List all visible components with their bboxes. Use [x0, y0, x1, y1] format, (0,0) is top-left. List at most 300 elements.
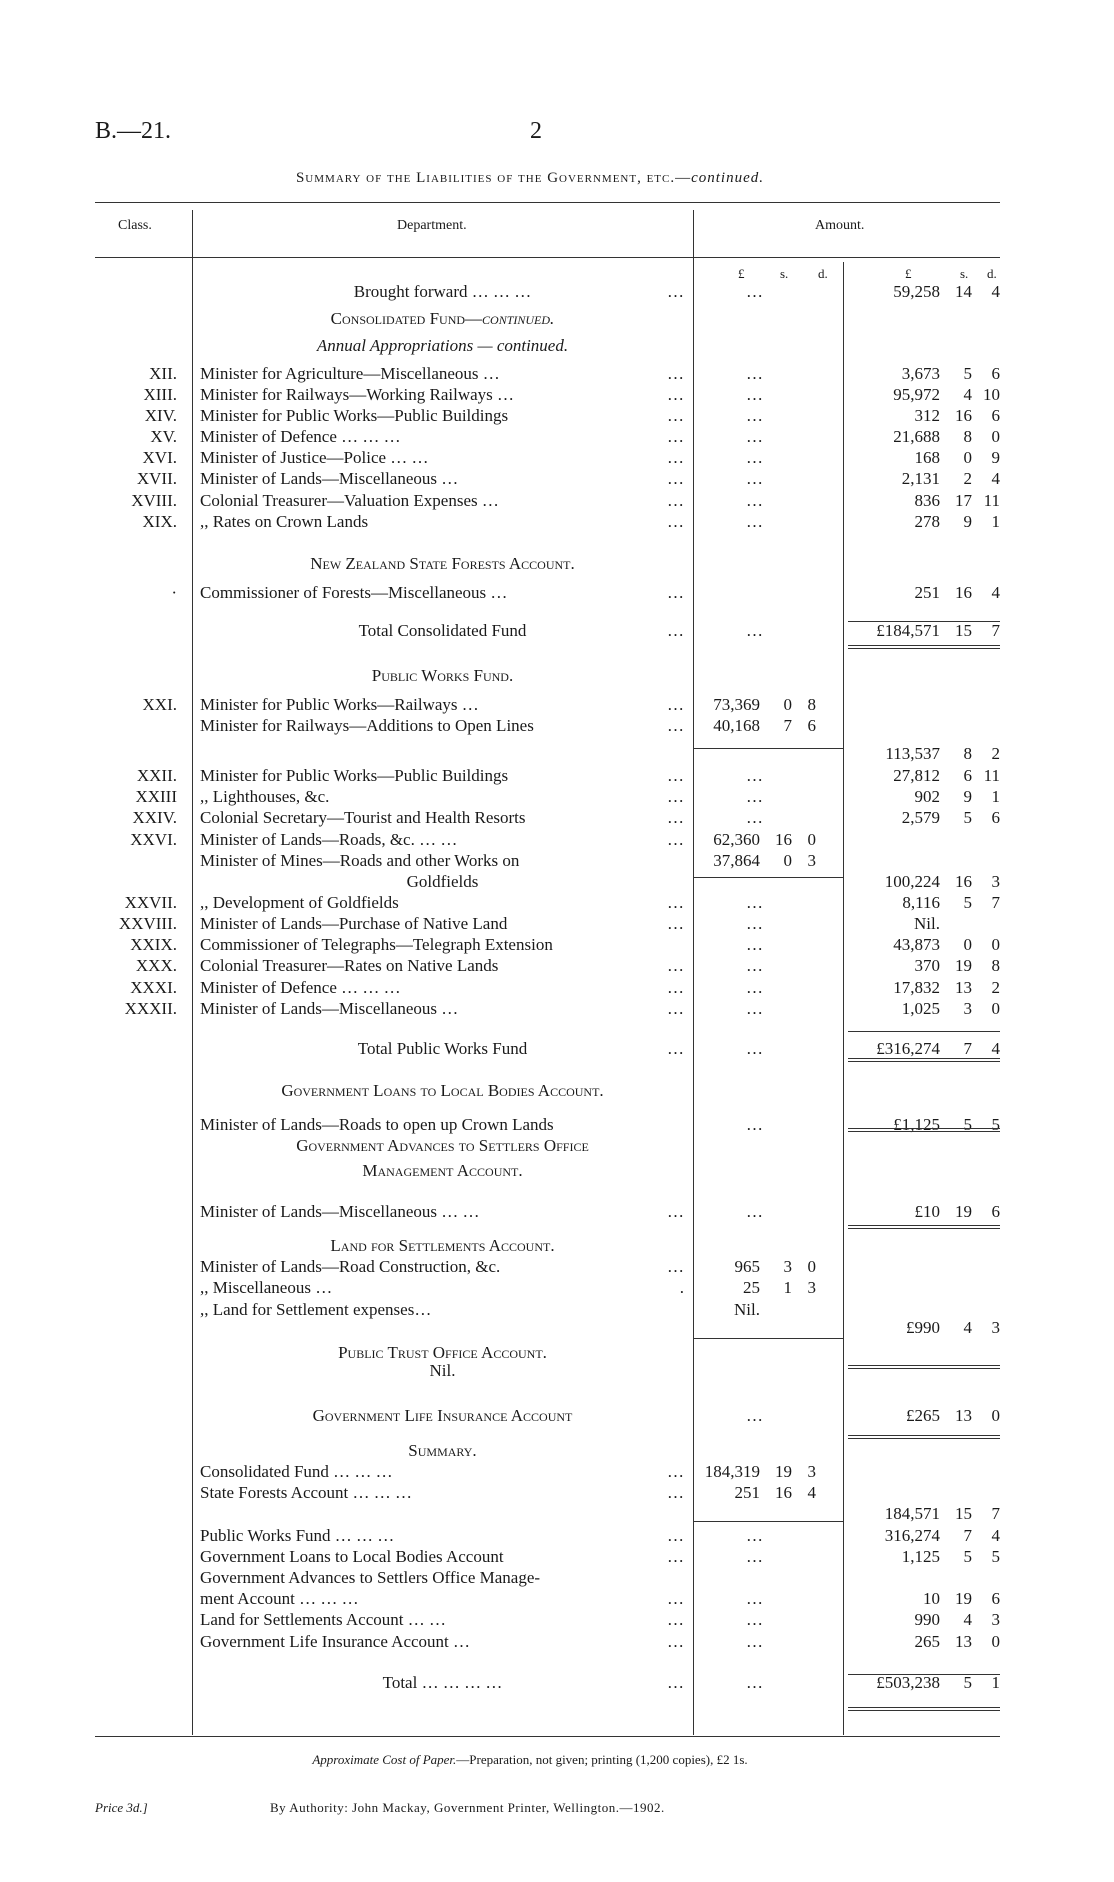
total-row [0, 1038, 1114, 1059]
amount-pounds: Nil. [914, 914, 940, 933]
sub-amount-dots: … [746, 1547, 764, 1566]
sub-amount-dots: … [746, 893, 764, 912]
sub-amount-pence: 8 [807, 695, 816, 714]
amount-shillings: 8 [963, 744, 972, 763]
amount-pounds: £265 [906, 1406, 940, 1425]
heading-text: Summary. [408, 1441, 477, 1460]
class-number: XXVI. [130, 830, 177, 849]
department-text: Minister of Lands—Miscellaneous … … [200, 1202, 480, 1221]
sub-amount-pence: 3 [807, 1278, 816, 1297]
table-bottom-rule [95, 1736, 1000, 1737]
class-number: XVI. [142, 448, 177, 467]
table-row [0, 582, 1114, 603]
class-number: XXII. [136, 766, 177, 785]
sub-amount-dots: … [746, 282, 764, 301]
department-text: Goldfields [406, 872, 479, 891]
leader-dots: … [667, 385, 685, 404]
leader-dots: … [667, 364, 685, 383]
amount-pence: 10 [983, 385, 1000, 404]
department-text: Minister of Lands—Purchase of Native Land [200, 914, 508, 933]
page-number: 2 [530, 118, 542, 144]
table-row [0, 955, 1114, 976]
leader-dots: … [667, 787, 685, 806]
class-number: XVIII. [131, 491, 177, 510]
leader-dots: … [667, 491, 685, 510]
sub-amount-pounds: 965 [734, 1257, 760, 1276]
class-number: XIV. [144, 406, 177, 425]
amount-pence: 1 [991, 787, 1000, 806]
amount-shillings: 16 [955, 583, 972, 602]
amount-shillings: 8 [963, 427, 972, 446]
sub-amount-shillings: 7 [783, 716, 792, 735]
total-row [0, 620, 1114, 641]
sub-amount-dots: … [746, 512, 764, 531]
leader-dots: … [667, 830, 685, 849]
heading-text: Government Loans to Local Bodies Account. [281, 1081, 604, 1100]
section-heading [0, 1360, 1114, 1381]
heading-text: Government Advances to Settlers Office [296, 1136, 589, 1155]
amount-pence: 1 [991, 512, 1000, 531]
amount-shillings: 15 [955, 621, 972, 640]
total-rule [848, 1228, 1000, 1229]
department-text: State Forests Account … … … [200, 1483, 413, 1502]
amount-pence: 7 [991, 621, 1000, 640]
amount-pence: 7 [991, 893, 1000, 912]
sub-amount-pence: 6 [807, 716, 816, 735]
page-title [0, 170, 1060, 187]
leader-dots: … [667, 448, 685, 467]
sub-amount-dots: … [746, 766, 764, 785]
section-heading [0, 308, 1114, 329]
sub-amount-pounds: 73,369 [713, 695, 760, 714]
table-row [0, 977, 1114, 998]
amount-pence: 6 [991, 1202, 1000, 1221]
leader-dots: … [667, 469, 685, 488]
table-row [0, 426, 1114, 447]
table-row [0, 871, 1114, 892]
amount-shillings: 0 [963, 448, 972, 467]
amount-pounds: 370 [914, 956, 940, 975]
sub-amount-shillings: 16 [775, 830, 792, 849]
subtotal-rule [693, 877, 843, 878]
leader-dots: … [667, 512, 685, 531]
amount-pence: 6 [991, 364, 1000, 383]
amount-shillings: 4 [963, 1318, 972, 1337]
amount-shillings: 7 [963, 1039, 972, 1058]
amount-pounds: 43,873 [893, 935, 940, 954]
section-heading [0, 1080, 1114, 1101]
table-row [0, 1503, 1114, 1524]
total-rule [848, 1225, 1000, 1226]
cost-label: Approximate Cost of Paper. [312, 1752, 457, 1767]
department-text: Minister for Railways—Additions to Open Lines [200, 716, 534, 735]
department-text: Minister of Lands—Roads, &c. … … [200, 830, 458, 849]
class-number: · [171, 583, 177, 602]
section-heading [0, 1235, 1114, 1256]
amount-shillings: 6 [963, 766, 972, 785]
amount-pence: 9 [991, 448, 1000, 467]
total-rule [848, 1365, 1000, 1366]
total-rule [848, 1710, 1000, 1711]
total-rule [848, 1128, 1000, 1129]
department-text: Minister for Agriculture—Miscellaneous … [200, 364, 500, 383]
amount-pence: 0 [991, 1632, 1000, 1651]
total-rule [848, 645, 1000, 646]
amount-shillings: 5 [963, 1547, 972, 1566]
sub-amount-dots: … [746, 914, 764, 933]
total-rule [848, 648, 1000, 649]
amount-pounds: 21,688 [893, 427, 940, 446]
amount-pounds: £503,238 [876, 1673, 940, 1692]
sub-amount-shillings: 16 [775, 1483, 792, 1502]
leader-dots: … [667, 1526, 685, 1545]
leader-dots: … [667, 1610, 685, 1629]
price: Price 3d.] [95, 1800, 148, 1815]
amount-pounds: 184,571 [884, 1504, 940, 1523]
sub-amount-dots: … [746, 491, 764, 510]
amount-shillings: 17 [955, 491, 972, 510]
leader-dots: … [667, 621, 685, 640]
department-text: ,, Land for Settlement expenses… [200, 1300, 432, 1319]
total-rule [848, 1707, 1000, 1708]
leader-dots: … [667, 695, 685, 714]
sub-amount-dots: … [746, 1673, 764, 1692]
sub-amount-dots: … [746, 978, 764, 997]
amount-pounds: £990 [906, 1318, 940, 1337]
department-text: Minister of Lands—Miscellaneous … [200, 469, 459, 488]
leader-dots: … [667, 1462, 685, 1481]
class-number: XXXII. [124, 999, 177, 1018]
total-label: Total Consolidated Fund [358, 621, 527, 640]
amount-shillings: 13 [955, 978, 972, 997]
sub-amount-shillings: 19 [775, 1462, 792, 1481]
heading-text: Consolidated Fund—continued. [330, 309, 555, 328]
leader-dots: … [667, 1673, 685, 1692]
sub-amount-pounds: 40,168 [713, 716, 760, 735]
sub-amount-dots: … [746, 1115, 764, 1134]
amount-pence: 6 [991, 1589, 1000, 1608]
cost-text: —Preparation, not given; printing (1,200 copies), £2 1s. [456, 1752, 748, 1767]
department-text: Minister for Railways—Working Railways … [200, 385, 515, 404]
leader-dots: … [667, 1257, 685, 1276]
amount-pence: 5 [991, 1115, 1000, 1134]
table-row [0, 1588, 1114, 1609]
sub-amount-dots: … [746, 1406, 764, 1425]
class-number: XIX. [142, 512, 177, 531]
sub-amount-pounds: Nil. [734, 1300, 760, 1319]
table-row [0, 892, 1114, 913]
department-text: Minister of Mines—Roads and other Works on [200, 851, 520, 870]
sub-amount-dots: … [746, 385, 764, 404]
amount-pounds: £184,571 [876, 621, 940, 640]
amount-pounds: 59,258 [893, 282, 940, 301]
table-row [0, 934, 1114, 955]
sub-amount-dots: … [746, 999, 764, 1018]
table-row [0, 1525, 1114, 1546]
department-text: Minister of Lands—Miscellaneous … [200, 999, 459, 1018]
table-row [0, 490, 1114, 511]
table-row [0, 807, 1114, 828]
class-number: XXI. [142, 695, 177, 714]
amount-pence: 4 [991, 282, 1000, 301]
department-text: Government Advances to Settlers Office Manage- [200, 1568, 541, 1587]
amount-pence: 1 [991, 1673, 1000, 1692]
table-row [0, 998, 1114, 1019]
column-header-amount: Amount. [815, 218, 865, 233]
class-number: XII. [149, 364, 177, 383]
section-heading [0, 1440, 1114, 1461]
department-text: Minister of Defence … … … [200, 978, 401, 997]
department-text: ,, Rates on Crown Lands [200, 512, 369, 531]
sub-amount-pence: 0 [807, 830, 816, 849]
table-row [0, 1482, 1114, 1503]
amount-pence: 11 [983, 766, 1000, 785]
table-row [0, 913, 1114, 934]
department-text: Commissioner of Telegraphs—Telegraph Extension [200, 935, 553, 954]
heading-text: Government Life Insurance Account [312, 1406, 573, 1425]
amount-pounds: 2,579 [901, 808, 940, 827]
amount-pounds: £10 [914, 1202, 940, 1221]
subheading-continued: — continued. [473, 336, 569, 355]
total-rule [848, 1435, 1000, 1436]
sub-amount-dots: … [746, 1202, 764, 1221]
amount-pence: 8 [991, 956, 1000, 975]
amount-pounds: 836 [914, 491, 940, 510]
amount-shillings: 4 [963, 385, 972, 404]
amount-pence: 2 [991, 978, 1000, 997]
amount-pence: 6 [991, 808, 1000, 827]
section-heading [0, 1405, 1114, 1426]
class-number: XV. [150, 427, 177, 446]
amount-pounds: 278 [914, 512, 940, 531]
amount-pounds: £316,274 [876, 1039, 940, 1058]
subtotal-rule [693, 748, 843, 749]
amount-pence: 4 [991, 469, 1000, 488]
amount-pounds: 27,812 [893, 766, 940, 785]
total-rule [848, 1031, 1000, 1032]
total-column-pence: d. [987, 266, 997, 281]
total-label: Total Public Works Fund [357, 1039, 528, 1058]
amount-pounds: £1,125 [893, 1115, 940, 1134]
table-row [0, 1631, 1114, 1652]
class-number: XVII. [136, 469, 177, 488]
table-row [0, 1567, 1114, 1588]
table-row [0, 468, 1114, 489]
sub-column-pence: d. [818, 266, 828, 281]
table-row [0, 694, 1114, 715]
table-row [0, 1201, 1114, 1222]
department-text: Colonial Secretary—Tourist and Health Resorts [200, 808, 526, 827]
sub-amount-dots: … [746, 956, 764, 975]
table-row [0, 786, 1114, 807]
amount-pence: 3 [991, 1610, 1000, 1629]
leader-dots: … [667, 1202, 685, 1221]
table-row [0, 850, 1114, 871]
class-number: XXIV. [132, 808, 177, 827]
amount-shillings: 16 [955, 872, 972, 891]
amount-shillings: 14 [955, 282, 972, 301]
amount-shillings: 7 [963, 1526, 972, 1545]
heading-text: Land for Settlements Account. [330, 1236, 555, 1255]
department-text: ,, Development of Goldfields [200, 893, 399, 912]
leader-dots: … [667, 1589, 685, 1608]
table-row [0, 1256, 1114, 1277]
sub-amount-dots: … [746, 808, 764, 827]
amount-pence: 3 [991, 872, 1000, 891]
department-text: Colonial Treasurer—Rates on Native Lands [200, 956, 499, 975]
leader-dots: … [667, 914, 685, 933]
amount-pounds: 95,972 [893, 385, 940, 404]
subtotal-rule [693, 1521, 843, 1522]
cost-of-paper-note [0, 1752, 1060, 1768]
amount-shillings: 19 [955, 1589, 972, 1608]
title-continued: continued. [691, 170, 765, 186]
total-rule [848, 1061, 1000, 1062]
table-row [0, 1317, 1114, 1338]
total-rule [848, 1131, 1000, 1132]
amount-shillings: 9 [963, 512, 972, 531]
page-reference: B.—21. [95, 118, 172, 144]
amount-shillings: 5 [963, 1115, 972, 1134]
section-heading [0, 1135, 1114, 1156]
sub-column-shilling: s. [780, 266, 789, 281]
amount-shillings: 2 [963, 469, 972, 488]
table-row [0, 384, 1114, 405]
heading-text: New Zealand State Forests Account. [310, 554, 575, 573]
amount-pounds: 3,673 [901, 364, 940, 383]
amount-shillings: 15 [955, 1504, 972, 1523]
amount-pence: 0 [991, 1406, 1000, 1425]
sub-amount-shillings: 1 [783, 1278, 792, 1297]
leader-dots: … [667, 766, 685, 785]
sub-amount-dots: … [746, 787, 764, 806]
leader-dots: … [667, 716, 685, 735]
sub-amount-pounds: 184,319 [704, 1462, 760, 1481]
table-row [0, 405, 1114, 426]
department-text: Minister of Lands—Road Construction, &c. [200, 1257, 501, 1276]
section-heading [0, 1160, 1114, 1181]
printer-authority: By Authority: John Mackay, Government Printer, Wellington.—1902. [270, 1800, 665, 1815]
amount-pounds: 312 [914, 406, 940, 425]
department-text: ,, Miscellaneous … [200, 1278, 333, 1297]
title-main: Summary of the Liabilities of the Government, etc.— [295, 170, 692, 186]
sub-amount-dots: … [746, 427, 764, 446]
heading-continued: continued. [482, 309, 555, 328]
sub-amount-shillings: 0 [783, 695, 792, 714]
amount-pounds: 316,274 [884, 1526, 940, 1545]
amount-pounds: 251 [914, 583, 940, 602]
subtotal-rule [693, 1338, 843, 1339]
amount-shillings: 13 [955, 1632, 972, 1651]
amount-pounds: 8,116 [902, 893, 940, 912]
amount-pounds: 113,537 [885, 744, 940, 763]
column-header-class: Class. [118, 218, 152, 233]
leader-dots: … [667, 406, 685, 425]
table-row [0, 281, 1114, 302]
amount-pounds: 1,025 [901, 999, 940, 1018]
amount-pence: 5 [991, 1547, 1000, 1566]
leader-dots: … [667, 1483, 685, 1502]
sub-amount-dots: … [746, 1039, 764, 1058]
table-row [0, 1277, 1114, 1298]
leader-dots: … [667, 893, 685, 912]
amount-pounds: 17,832 [893, 978, 940, 997]
department-text: Brought forward … … … [353, 282, 532, 301]
department-text: Consolidated Fund … … … [200, 1462, 393, 1481]
amount-pence: 4 [991, 1526, 1000, 1545]
amount-shillings: 0 [963, 935, 972, 954]
table-row [0, 765, 1114, 786]
leader-dots: … [667, 978, 685, 997]
amount-shillings: 5 [963, 1673, 972, 1692]
table-row [0, 715, 1114, 736]
amount-pounds: 168 [914, 448, 940, 467]
amount-shillings: 4 [963, 1610, 972, 1629]
sub-amount-dots: … [746, 1610, 764, 1629]
sub-amount-dots: … [746, 621, 764, 640]
total-rule [848, 1058, 1000, 1059]
department-text: ,, Lighthouses, &c. [200, 787, 330, 806]
sub-amount-dots: … [746, 364, 764, 383]
class-number: XIII. [143, 385, 177, 404]
table-top-rule [95, 202, 1000, 203]
sub-amount-pounds: 37,864 [713, 851, 760, 870]
amount-shillings: 19 [955, 956, 972, 975]
department-text: Commissioner of Forests—Miscellaneous … [200, 583, 508, 602]
class-number: XXX. [135, 956, 177, 975]
amount-pence: 7 [991, 1504, 1000, 1523]
total-rule [848, 1368, 1000, 1369]
sub-amount-pence: 3 [807, 1462, 816, 1481]
subheading-text: Annual Appropriations — continued. [316, 336, 569, 355]
column-header-department: Department. [397, 218, 467, 233]
sub-amount-shillings: 0 [783, 851, 792, 870]
class-number: XXXI. [130, 978, 177, 997]
amount-shillings: 5 [963, 893, 972, 912]
department-text: Minister of Lands—Roads to open up Crown Lands [200, 1115, 554, 1134]
amount-pounds: 100,224 [884, 872, 940, 891]
section-heading [0, 553, 1114, 574]
amount-pounds: 265 [914, 1632, 940, 1651]
table-row [0, 1461, 1114, 1482]
sub-amount-dots: … [746, 448, 764, 467]
header-bottom-rule [95, 257, 1000, 258]
department-text: Government Life Insurance Account … [200, 1632, 471, 1651]
heading-text: Public Trust Office Account. [338, 1343, 547, 1362]
section-heading [0, 665, 1114, 686]
department-text: Minister of Justice—Police … … [200, 448, 429, 467]
amount-shillings: 13 [955, 1406, 972, 1425]
amount-pence: 0 [991, 999, 1000, 1018]
total-label: Total … … … … [382, 1673, 503, 1692]
leader-dots: … [667, 999, 685, 1018]
total-column-shilling: s. [960, 266, 969, 281]
amount-shillings: 16 [955, 406, 972, 425]
department-text: Minister for Public Works—Railways … [200, 695, 479, 714]
amount-shillings: 19 [955, 1202, 972, 1221]
table-row [0, 743, 1114, 764]
amount-pence: 4 [991, 583, 1000, 602]
table-row [0, 363, 1114, 384]
class-number: XXVII. [124, 893, 177, 912]
department-text: ment Account … … … [200, 1589, 359, 1608]
amount-shillings: 5 [963, 808, 972, 827]
heading-text: Nil. [429, 1361, 456, 1380]
amount-pounds: 10 [923, 1589, 940, 1608]
amount-shillings: 9 [963, 787, 972, 806]
leader-dots: … [667, 427, 685, 446]
sub-amount-dots: … [746, 1526, 764, 1545]
